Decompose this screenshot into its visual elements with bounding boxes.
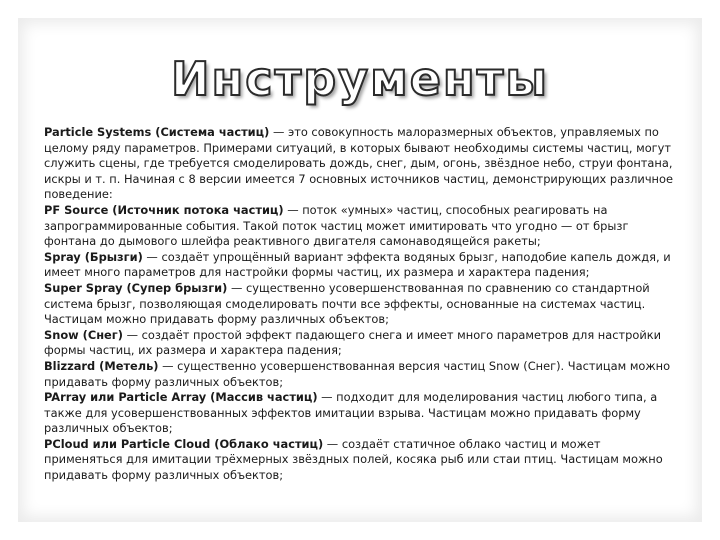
definition-pcloud: — создаёт статичное облако частиц и может применяться для имитации трёхмерных звёздных полей, косяка рыб или стаи птиц. Частицам можно придавать форму различных объектов; (44, 436, 663, 483)
definition-particle-systems: — это совокупность малоразмерных объектов, управляемых по целому ряду параметров. Примерами ситуаций, в которых бывают необходимы системы частиц, могут служить сцены, где требуется смоделировать дождь, снег, дым, огонь, звёздное небо, струи фонтана, искры и т. п. Начиная с 8 версии имеется 7 основных источников частиц, демонстрирующих различное поведение: (44, 125, 673, 202)
term-particle-systems: Particle Systems (Система частиц) (44, 125, 270, 139)
definition-pf-source: — поток «умных» частиц, способных реагировать на запрограммированные события. Такой поток частиц может имитировать что угодно — от брызг фонтана до дымового шлейфа реактивного двигателя самонаводящейся ракеты; (44, 202, 629, 249)
definition-blizzard: — существенно усовершенствованная версия частиц Snow (Снег). Частицам можно придавать форму различных объектов; (44, 358, 671, 389)
definition-snow: — создаёт простой эффект падающего снега и имеет много параметров для настройки формы частиц, их размера и характера падения; (44, 327, 662, 358)
term-pcloud: PCloud или Particle Cloud (Облако частиц) (44, 436, 324, 451)
definition-super-spray: — существенно усовершенствованная по сравнению со стандартной система брызг, позволяющая смоделировать почти все эффекты, основанные на системах частиц. Частицам можно придавать форму различных объектов; (44, 280, 650, 327)
paragraph-pcloud (44, 437, 678, 484)
paragraph-pf-source (44, 203, 678, 250)
definition-parray: — подходит для моделирования частиц любого типа, а также для усовершенствованных эффектов имитации взрыва. Частицам можно придавать форму различных объектов; (44, 390, 658, 436)
definition-spray: — создаёт упрощённый вариант эффекта водяных брызг, наподобие капель дождя, и имеет много параметров для настройки формы частиц, их размера и характера падения; (44, 249, 671, 280)
paragraph-parray (44, 390, 678, 437)
paragraph-spray (44, 250, 678, 281)
slide-body-text (44, 125, 678, 484)
paragraph-snow (44, 328, 678, 359)
term-snow: Snow (Снег) (44, 327, 123, 342)
term-spray: Spray (Брызги) (44, 249, 143, 264)
paragraph-super-spray (44, 281, 678, 328)
term-blizzard: Blizzard (Метель) (44, 358, 159, 373)
term-parray: PArray или Particle Array (Массив частиц) (44, 390, 318, 405)
slide-title: Инструменты (171, 52, 549, 106)
term-super-spray: Super Spray (Супер брызги) (44, 280, 228, 295)
term-pf-source: PF Source (Источник потока частиц) (44, 202, 284, 217)
paragraph-particle-systems (44, 125, 678, 203)
paragraph-blizzard (44, 359, 678, 390)
